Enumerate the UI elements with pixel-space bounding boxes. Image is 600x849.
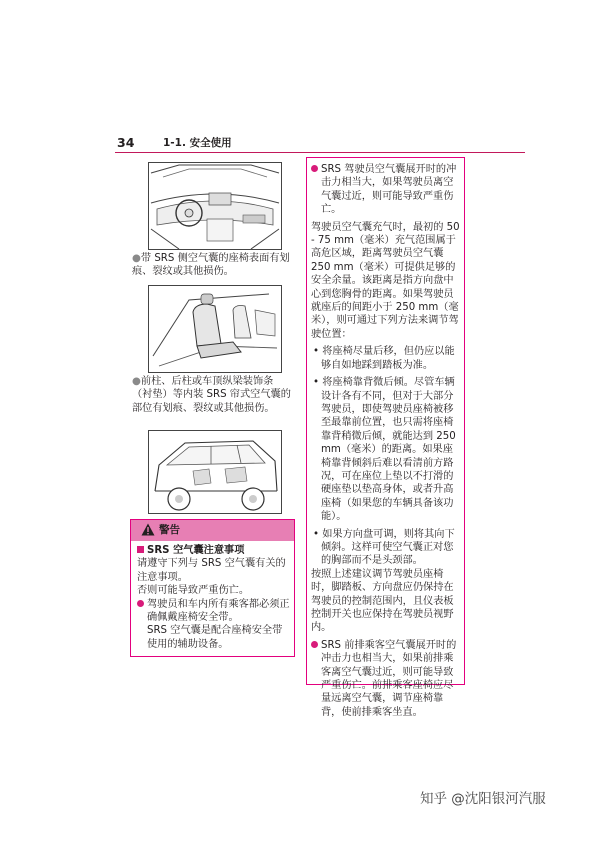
- adjust-bullet: • 将座椅靠背微后倾。尽管车辆设计各有不同，但对于大部分驾驶员，即使驾驶员座椅被移至最靠前位置，也只需将座椅靠背稍微后倾，就能达到 250 mm（毫米）的距离。如果座椅靠背倾斜后难以看清前方路况，可在座位上垫以不打滑的硬座垫以垫高身体，或者升高座椅（如果您的车辆具备该功能）。: [313, 377, 456, 523]
- section-title: 1-1. 安全使用: [163, 137, 232, 149]
- warning-triangle-icon: [141, 523, 155, 540]
- dashboard-illustration: [148, 162, 282, 250]
- bullet-dot-icon: ●: [132, 376, 141, 387]
- warning-intro: 请遵守下列与 SRS 空气囊有关的注意事项。 否则可能导致严重伤亡。: [137, 558, 286, 597]
- pillar-damage-text: 前柱、后柱或车顶纵梁装饰条（衬垫）等内装 SRS 帘式空气囊的部位有划痕、裂纹或其他损伤。: [132, 376, 291, 414]
- bullet-dot-icon: [311, 641, 318, 648]
- right-column-box: [306, 157, 465, 718]
- seat-illustration: [148, 285, 282, 373]
- control-range-paragraph: 按照上述建议调节驾驶员座椅时，脚踏板、方向盘应仍保持在驾驶员的控制范围内，且仪表板控制开关也应保持在驾驶员视野内。: [311, 568, 454, 634]
- bullet-dot-icon: [311, 165, 318, 172]
- adjust-bullet: • 将座椅尽量后移，但仍应以能够自如地踩到踏板为准。: [313, 346, 455, 371]
- bullet-dot-icon: ●: [132, 253, 141, 264]
- seat-damage-note: [132, 252, 292, 279]
- header-rule: [115, 152, 525, 153]
- warning-header: [131, 520, 294, 541]
- bullet-dot-icon: [137, 600, 144, 607]
- pillar-damage-note: [132, 375, 292, 415]
- warning-label: 警告: [159, 524, 180, 536]
- warning-box: [130, 519, 295, 657]
- passenger-airbag-warning: SRS 前排乘客空气囊展开时的冲击力也相当大，如果前排乘客离空气囊过近，则可能导致严重伤亡。前排乘客座椅应尽量远离空气囊，调节座椅靠背，使前排乘客坐直。: [311, 639, 461, 719]
- inflation-range-paragraph: 驾驶员空气囊充气时，最初的 50 - 75 mm（毫米）充气范围属于高危区域，距离驾驶员空气囊 250 mm（毫米）可提供足够的安全余量。该距离是指方向盘中心到您胸骨的距离。如果驾驶员就座后的间距小于 250 mm（毫米），则可通过下列方法来调节驾驶位置：: [311, 221, 460, 340]
- warning-item: 驾驶员和车内所有乘客都必须正确佩戴座椅安全带。 SRS 空气囊是配合座椅安全带使用的辅助设备。: [137, 598, 292, 652]
- adjust-bullet: • 如果方向盘可调，则将其向下倾斜。这样可使空气囊正对您的胸部而不是头颈部。: [313, 528, 455, 567]
- warning-body: [137, 544, 292, 651]
- page-number: 34: [117, 135, 135, 150]
- seat-damage-text: 带 SRS 侧空气囊的座椅表面有划痕、裂纹或其他损伤。: [132, 253, 290, 278]
- warning-subtitle: SRS 空气囊注意事项: [137, 544, 292, 557]
- curtain-airbag-illustration: [148, 430, 282, 514]
- watermark: 知乎 @沈阳银河汽服: [420, 791, 546, 807]
- square-bullet-icon: [137, 546, 144, 553]
- driver-airbag-warning: SRS 驾驶员空气囊展开时的冲击力相当大，如果驾驶员离空气囊过近，则可能导致严重伤亡。: [311, 163, 461, 217]
